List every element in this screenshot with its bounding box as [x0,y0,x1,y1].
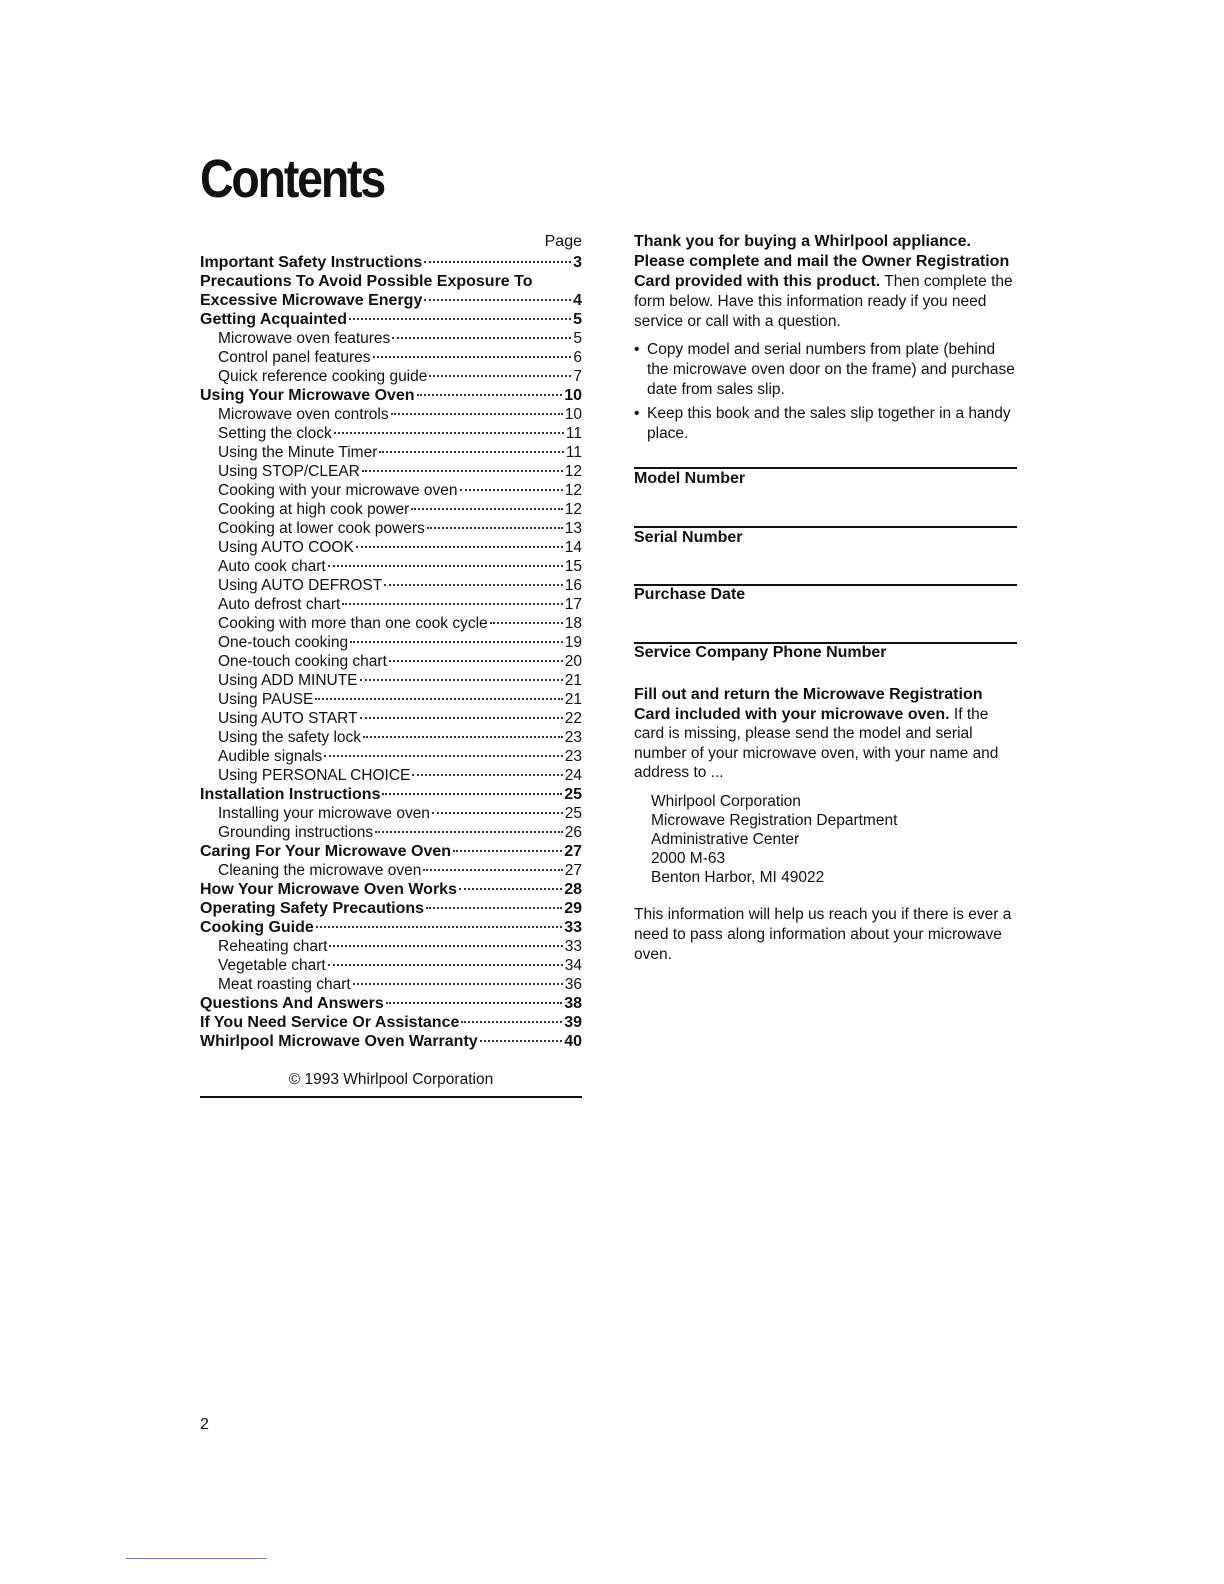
toc-dot-leader [429,375,571,377]
toc-dot-leader [316,926,562,928]
toc-entry-page: 36 [564,976,582,993]
toc-entry-page: 34 [564,957,582,974]
toc-entry-page: 38 [564,995,582,1012]
serial-number-line [634,526,1017,528]
toc-entry-title: Whirlpool Microwave Oven Warranty [200,1033,478,1050]
toc-entry [200,386,582,405]
toc-entry [200,766,582,785]
toc-entry-page: 18 [564,615,582,632]
toc-entry-title: Cooking at lower cook powers [218,520,425,537]
toc-entry-title: Microwave oven controls [218,406,389,423]
toc-entry-page: 6 [573,349,582,366]
toc-dot-leader [460,489,563,491]
toc-dot-leader [427,527,563,529]
toc-entry-title: One-touch cooking [218,634,349,651]
toc-entry-title: Using the Minute Timer [218,444,378,461]
toc-entry-page: 27 [564,862,582,879]
toc-entry-title: Audible signals [218,748,323,765]
toc-entry-page: 12 [564,501,582,518]
toc-entry-page: 22 [564,710,582,727]
toc-entry-title: How Your Microwave Oven Works [200,881,457,898]
address-line: Microwave Registration Department [651,812,898,829]
toc-dot-leader [342,603,562,605]
toc-dot-leader [391,413,563,415]
toc-dot-leader [349,318,571,320]
toc-entry [200,424,582,443]
toc-entry [200,956,582,975]
page-title: Contents [200,149,385,209]
toc-entry-title: Using AUTO START [218,710,358,727]
toc-entry-page: 16 [564,577,582,594]
toc-entry-title: Control panel features [218,349,371,366]
toc-entry [200,785,582,804]
toc-entry-page: 11 [565,425,582,442]
toc-entry [200,519,582,538]
toc-entry [200,690,582,709]
toc-dot-leader [362,470,563,472]
toc-entry-page: 4 [573,292,582,309]
toc-entry-title: If You Need Service Or Assistance [200,1014,460,1031]
toc-entry [200,538,582,557]
model-number-label: Model Number [634,470,746,487]
toc-entry-title: Important Safety Instructions [200,254,423,271]
toc-entry [200,804,582,823]
toc-dot-leader [373,356,572,358]
toc-entry-title: Using STOP/CLEAR [218,463,360,480]
toc-dot-leader [363,736,563,738]
toc-entry [200,1032,582,1051]
registration-text: If the card is missing, please send the model and serial number of your microwave oven, with your name and address to ... [634,705,999,781]
toc-entry [200,899,582,918]
toc-entry-page: 19 [564,634,582,651]
toc-entry [200,823,582,842]
toc-entry-title: Auto cook chart [218,558,326,575]
toc-entry-page: 10 [564,406,582,423]
toc-entry [200,709,582,728]
toc-entry-title: Caring For Your Microwave Oven [200,843,452,860]
intro-bold-text: Thank you for buying a Whirlpool appliance. Please complete and mail the Owner Registration Card provided with this product. [634,233,1010,290]
toc-entry-page: 13 [564,520,582,537]
toc-list [200,253,582,1051]
toc-entry [200,576,582,595]
toc-entry-page: 21 [564,691,582,708]
toc-entry [200,633,582,652]
toc-entry-title: One-touch cooking chart [218,653,387,670]
toc-entry [200,253,582,272]
toc-entry-title: Getting Acquainted [200,311,347,328]
toc-dot-leader [360,717,563,719]
toc-entry-page: 14 [564,539,582,556]
table-of-contents [200,231,582,1051]
registration-paragraph [634,685,1018,783]
toc-entry-page: 21 [564,672,582,689]
toc-dot-leader [392,337,571,339]
toc-dot-leader [324,755,562,757]
toc-entry-page: 29 [564,900,582,917]
toc-entry-page: 11 [565,444,582,461]
toc-entry-title: Cooking at high cook power [218,501,410,518]
toc-dot-leader [412,774,562,776]
footer-rule [126,1558,267,1559]
address-line: Administrative Center [651,831,800,848]
toc-dot-leader [375,831,563,833]
toc-entry [200,272,582,291]
toc-dot-leader [432,812,563,814]
toc-entry-title: Cleaning the microwave oven [218,862,422,879]
toc-entry [200,614,582,633]
toc-entry-title: Operating Safety Precautions [200,900,425,917]
toc-entry [200,671,582,690]
toc-entry-page: 25 [564,805,582,822]
toc-entry-page: 33 [564,919,582,936]
toc-page-header: Page [544,233,582,250]
toc-dot-leader [334,432,564,434]
toc-dot-leader [480,1040,563,1042]
toc-entry-title: Using Your Microwave Oven [200,387,415,404]
toc-entry [200,937,582,956]
toc-dot-leader [384,584,563,586]
toc-dot-leader [328,964,563,966]
toc-entry-page: 20 [564,653,582,670]
toc-entry [200,918,582,937]
toc-dot-leader [389,660,563,662]
toc-entry-page: 7 [573,368,582,385]
toc-entry-page: 28 [564,881,582,898]
toc-entry-page: 23 [564,729,582,746]
toc-dot-leader [356,546,563,548]
toc-entry [200,329,582,348]
copyright-rule [200,1096,582,1098]
toc-entry-page: 3 [573,254,582,271]
toc-entry-page: 24 [564,767,582,784]
intro-text: Then complete the form below. Have this information ready if you need service or call with a question. [634,273,1013,330]
toc-dot-leader [329,945,562,947]
toc-entry-title: Using PAUSE [218,691,314,708]
toc-dot-leader [424,299,571,301]
toc-entry-page: 33 [564,938,582,955]
toc-entry-page: 17 [564,596,582,613]
toc-entry-page: 12 [564,463,582,480]
toc-dot-leader [382,793,562,795]
toc-entry-title: Microwave oven features [218,330,391,347]
toc-entry-title: Auto defrost chart [218,596,341,613]
toc-entry [200,348,582,367]
toc-dot-leader [379,451,564,453]
toc-entry [200,367,582,386]
toc-dot-leader [411,508,562,510]
toc-dot-leader [461,1021,562,1023]
toc-entry-title: Grounding instructions [218,824,374,841]
toc-entry-title: Using the safety lock [218,729,362,746]
toc-dot-leader [459,888,562,890]
toc-entry [200,310,582,329]
toc-entry [200,994,582,1013]
toc-entry [200,462,582,481]
toc-entry [200,481,582,500]
toc-dot-leader [315,698,562,700]
toc-dot-leader [490,622,563,624]
toc-entry-page: 5 [573,311,582,328]
bullet-item: • Copy model and serial numbers from plate (behind the microwave oven door on the frame) and purchase date from sales slip. [634,340,1018,400]
toc-entry-page: 15 [564,558,582,575]
closing-paragraph: This information will help us reach you if there is ever a need to pass along information about your microwave oven. [634,906,1012,963]
toc-entry-title: Installing your microwave oven [218,805,430,822]
toc-entry-page: 25 [564,786,582,803]
toc-entry [200,747,582,766]
registration-bold-text: Fill out and return the Microwave Registration Card included with your microwave oven. [634,686,983,723]
toc-entry-page: 5 [573,330,582,347]
toc-entry-page: 12 [564,482,582,499]
toc-entry [200,595,582,614]
toc-entry-title: Precautions To Avoid Possible Exposure To [200,273,533,290]
toc-entry [200,443,582,462]
toc-dot-leader [328,565,563,567]
toc-entry-page: 40 [564,1033,582,1050]
model-number-line [634,467,1017,469]
intro-section [634,232,1018,448]
toc-entry [200,652,582,671]
toc-entry [200,861,582,880]
toc-entry-title: Cooking with your microwave oven [218,482,458,499]
toc-entry-page: 39 [564,1014,582,1031]
toc-entry-title: Using AUTO DEFROST [218,577,383,594]
toc-dot-leader [453,850,562,852]
toc-entry [200,500,582,519]
page-number: 2 [200,1416,209,1433]
toc-dot-leader [424,261,571,263]
intro-bullet-list [634,340,1018,444]
service-phone-label: Service Company Phone Number [634,644,887,661]
toc-dot-leader [360,679,563,681]
toc-entry-title: Using PERSONAL CHOICE [218,767,411,784]
toc-entry-title: Vegetable chart [218,957,326,974]
toc-entry-title: Setting the clock [218,425,332,442]
toc-entry [200,1013,582,1032]
serial-number-label: Serial Number [634,529,743,546]
toc-entry-page: 26 [564,824,582,841]
intro-paragraph [634,232,1018,332]
toc-entry-page: 27 [564,843,582,860]
toc-entry [200,842,582,861]
address-line: 2000 M-63 [651,850,726,867]
toc-entry [200,880,582,899]
toc-dot-leader [350,641,563,643]
toc-entry-title: Cooking with more than one cook cycle [218,615,488,632]
toc-dot-leader [386,1002,562,1004]
address-line: Whirlpool Corporation [651,793,801,810]
toc-entry-title: Reheating chart [218,938,328,955]
address-line: Benton Harbor, MI 49022 [651,869,825,886]
toc-entry-title: Using ADD MINUTE [218,672,358,689]
toc-entry-title: Excessive Microwave Energy [200,292,423,309]
toc-entry-title: Using AUTO COOK [218,539,354,556]
toc-entry [200,291,582,310]
purchase-date-label: Purchase Date [634,586,746,603]
toc-entry [200,557,582,576]
toc-entry-title: Meat roasting chart [218,976,351,993]
mailing-address [651,792,897,887]
toc-dot-leader [417,394,563,396]
toc-entry [200,405,582,424]
toc-entry-title: Quick reference cooking guide [218,368,428,385]
toc-entry-title: Installation Instructions [200,786,381,803]
bullet-item: • Keep this book and the sales slip together in a handy place. [634,404,1018,444]
toc-entry [200,728,582,747]
toc-entry [200,975,582,994]
toc-entry-page: 10 [564,387,582,404]
copyright-notice: © 1993 Whirlpool Corporation [288,1071,494,1088]
toc-dot-leader [353,983,563,985]
toc-dot-leader [426,907,562,909]
toc-entry-page: 23 [564,748,582,765]
toc-dot-leader [423,869,562,871]
toc-entry-title: Questions And Answers [200,995,384,1012]
toc-entry-title: Cooking Guide [200,919,314,936]
